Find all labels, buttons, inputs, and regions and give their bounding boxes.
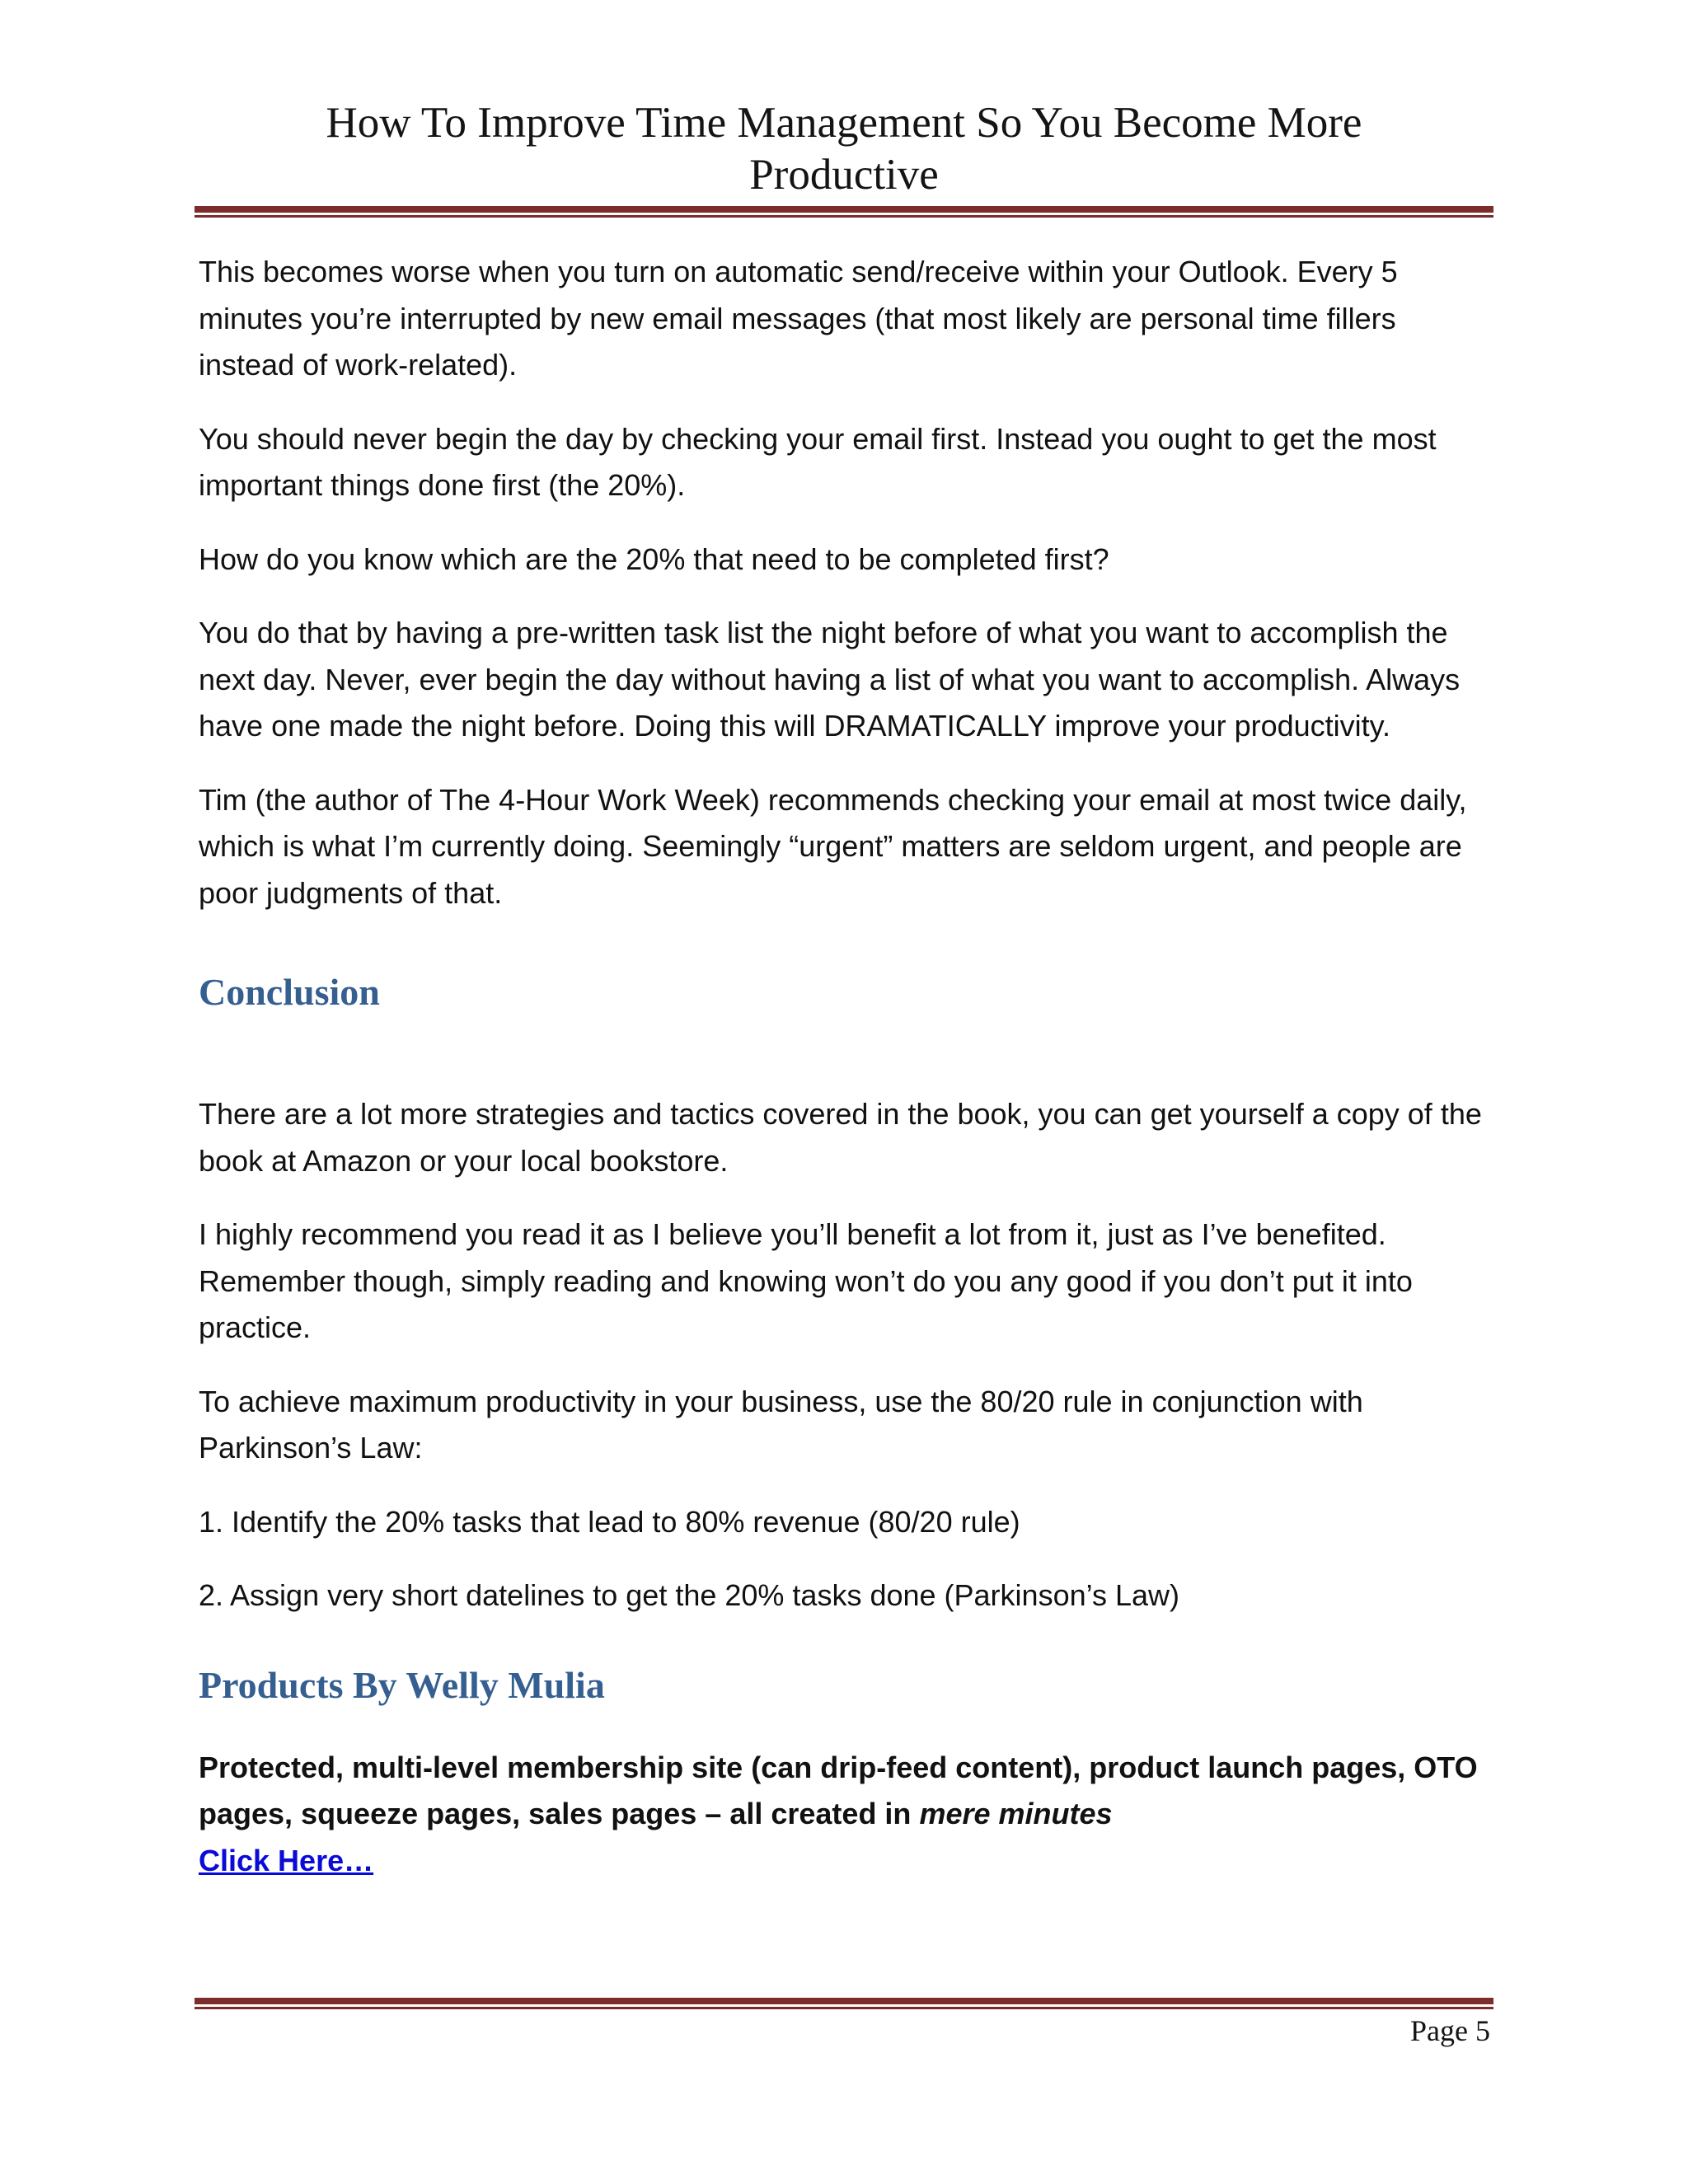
- product-promo-text: [199, 1745, 1484, 1838]
- document-body: [199, 249, 1484, 1884]
- paragraph: I highly recommend you read it as I believe you’ll benefit a lot from it, just as I’ve benefited. Remember though, simply reading and knowing won’t do you any good if you don’t put it into practice.: [199, 1217, 1413, 1344]
- click-here-link[interactable]: Click Here…: [199, 1843, 374, 1877]
- paragraph: How do you know which are the 20% that need to be completed first?: [199, 541, 1109, 576]
- page-header-title: [195, 97, 1493, 201]
- paragraph: There are a lot more strategies and tactics covered in the book, you can get yourself a copy of the book at Amazon or your local bookstore.: [199, 1097, 1482, 1178]
- paragraph: You do that by having a pre-written task list the night before of what you want to accomplish the next day. Never, ever begin the day without having a list of what you want to accomplish. Always have one made the night before. Doing this will DRAMATICALLY improve your productivity.: [199, 616, 1461, 743]
- paragraph: Tim (the author of The 4-Hour Work Week) recommends checking your email at most twice daily, which is what I’m currently doing. Seemingly “urgent” matters are seldom urgent, and people are poor judgments of that.: [199, 782, 1467, 910]
- paragraph: You should never begin the day by checking your email first. Instead you ought to get the most important things done first (the 20%).: [199, 421, 1437, 502]
- page-number: Page 5: [1410, 2014, 1490, 2047]
- paragraph: This becomes worse when you turn on automatic send/receive within your Outlook. Every 5 minutes you’re interrupted by new email messages (that most likely are personal time fillers instead of work-related).: [199, 255, 1398, 382]
- promo-text: Protected, multi-level membership site (can drip-feed content), product launch pages, OTO pages, squeeze pages, sales pages – all created in: [199, 1750, 1478, 1830]
- header-divider: [195, 206, 1493, 218]
- footer-divider: [195, 1998, 1493, 2009]
- conclusion-heading: Conclusion: [199, 971, 380, 1013]
- paragraph: To achieve maximum productivity in your business, use the 80/20 rule in conjunction with Parkinson’s Law:: [199, 1384, 1363, 1465]
- header-title-line-2: Productive: [749, 151, 939, 199]
- list-item: 2. Assign very short datelines to get the 20% tasks done (Parkinson’s Law): [199, 1578, 1179, 1612]
- list-item: 1. Identify the 20% tasks that lead to 80% revenue (80/20 rule): [199, 1504, 1020, 1539]
- products-heading: Products By Welly Mulia: [199, 1663, 605, 1706]
- header-title-line-1: How To Improve Time Management So You Become More: [326, 99, 1362, 147]
- promo-emphasis: mere minutes: [919, 1797, 1113, 1830]
